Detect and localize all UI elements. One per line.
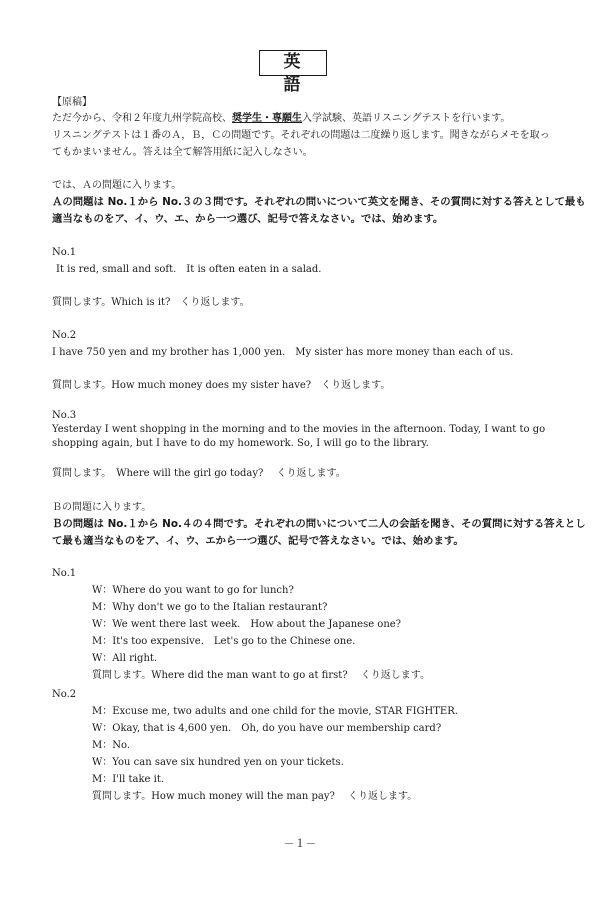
b-no1-label: No.1 xyxy=(52,568,77,579)
intro-line-1 xyxy=(52,111,552,126)
dialogue-line: M：No. xyxy=(92,740,131,751)
section-a-heading: では、Ａの問題に入ります。 xyxy=(52,180,182,191)
intro-heading: 【原稿】 xyxy=(52,97,92,108)
section-a-instruction-2: 適当なものをア、イ、ウ、エ、から一つ選び、記号で答えなさい。では、始めます。 xyxy=(52,213,444,225)
section-b-instruction-1: Ｂの問題は No.１から No.４の４問です。それぞれの問いについて二人の会話を聞き、その質問に対する答えとし xyxy=(52,518,586,530)
intro-underlined-text: 奨学生・専願生 xyxy=(232,113,302,124)
dialogue-line: W：Where do you want to go for lunch? xyxy=(92,585,294,596)
a-q1-question: 質問します。Which is it? くり返します。 xyxy=(52,297,250,308)
b-no1-question: 質問します。Where did the man want to go at first? くり返します。 xyxy=(92,670,430,681)
a-q3-label: No.3 xyxy=(52,410,77,421)
dialogue-line: W：We went there last week. How about the Japanese one? xyxy=(92,619,402,630)
a-q1-label: No.1 xyxy=(52,247,77,258)
a-q3-line-1: Yesterday I went shopping in the morning and to the movies in the afternoon. Today, I want to go xyxy=(52,424,546,435)
dialogue-line: W：Okay, that is 4,600 yen. Oh, do you have our membership card? xyxy=(92,723,442,734)
a-q2-question: 質問します。How much money does my sister have? くり返します。 xyxy=(52,380,391,391)
dialogue-line: M：It's too expensive. Let's go to the Chinese one. xyxy=(92,636,356,647)
section-a-instruction-1: Ａの問題は No.１から No.３の３問です。それぞれの問いについて英文を聞き、その質問に対する答えとして最も xyxy=(52,196,586,208)
a-q2-label: No.2 xyxy=(52,330,77,341)
intro-line-2: リスニングテストは１番のＡ，Ｂ，Ｃの問題です。それぞれの問題は二度繰り返します。聞きながらメモを取っ xyxy=(52,130,550,141)
a-q3-question: 質問します。 Where will the girl go today? くり返します。 xyxy=(52,468,346,479)
a-q1-text: It is red, small and soft. It is often eaten in a salad. xyxy=(56,264,322,275)
dialogue-line: W：All right. xyxy=(92,653,158,664)
section-b-heading: Ｂの問題に入ります。 xyxy=(52,502,152,513)
b-no2-question: 質問します。How much money will the man pay? くり返します。 xyxy=(92,791,418,802)
page-number: －１－ xyxy=(283,837,317,850)
dialogue-line: M：Why don't we go to the Italian restaurant? xyxy=(92,602,328,613)
dialogue-line: M：Excuse me, two adults and one child for the movie, STAR FIGHTER. xyxy=(92,706,458,717)
b-no2-label: No.2 xyxy=(52,689,77,700)
intro-line-1-post: 入学試験、英語リスニングテストを行います。 xyxy=(302,113,511,124)
dialogue-line: W：You can save six hundred yen on your tickets. xyxy=(92,757,344,768)
a-q3-line-2: shopping again, but I have to do my homework. So, I will go to the library. xyxy=(52,438,429,449)
intro-line-3: てもかまいません。答えは全て解答用紙に記入しなさい。 xyxy=(52,147,313,158)
a-q2-text: I have 750 yen and my brother has 1,000 yen. My sister has more money than each of us. xyxy=(52,347,514,358)
section-b-instruction-2: て最も適当なものをア、イ、ウ、エから一つ選び、記号で答えなさい。では、始めます。 xyxy=(52,535,464,547)
dialogue-line: M：I'll take it. xyxy=(92,774,165,785)
intro-line-1-pre: ただ今から、令和２年度九州学院高校、 xyxy=(52,113,232,124)
page-title: 英 語 xyxy=(259,50,327,76)
